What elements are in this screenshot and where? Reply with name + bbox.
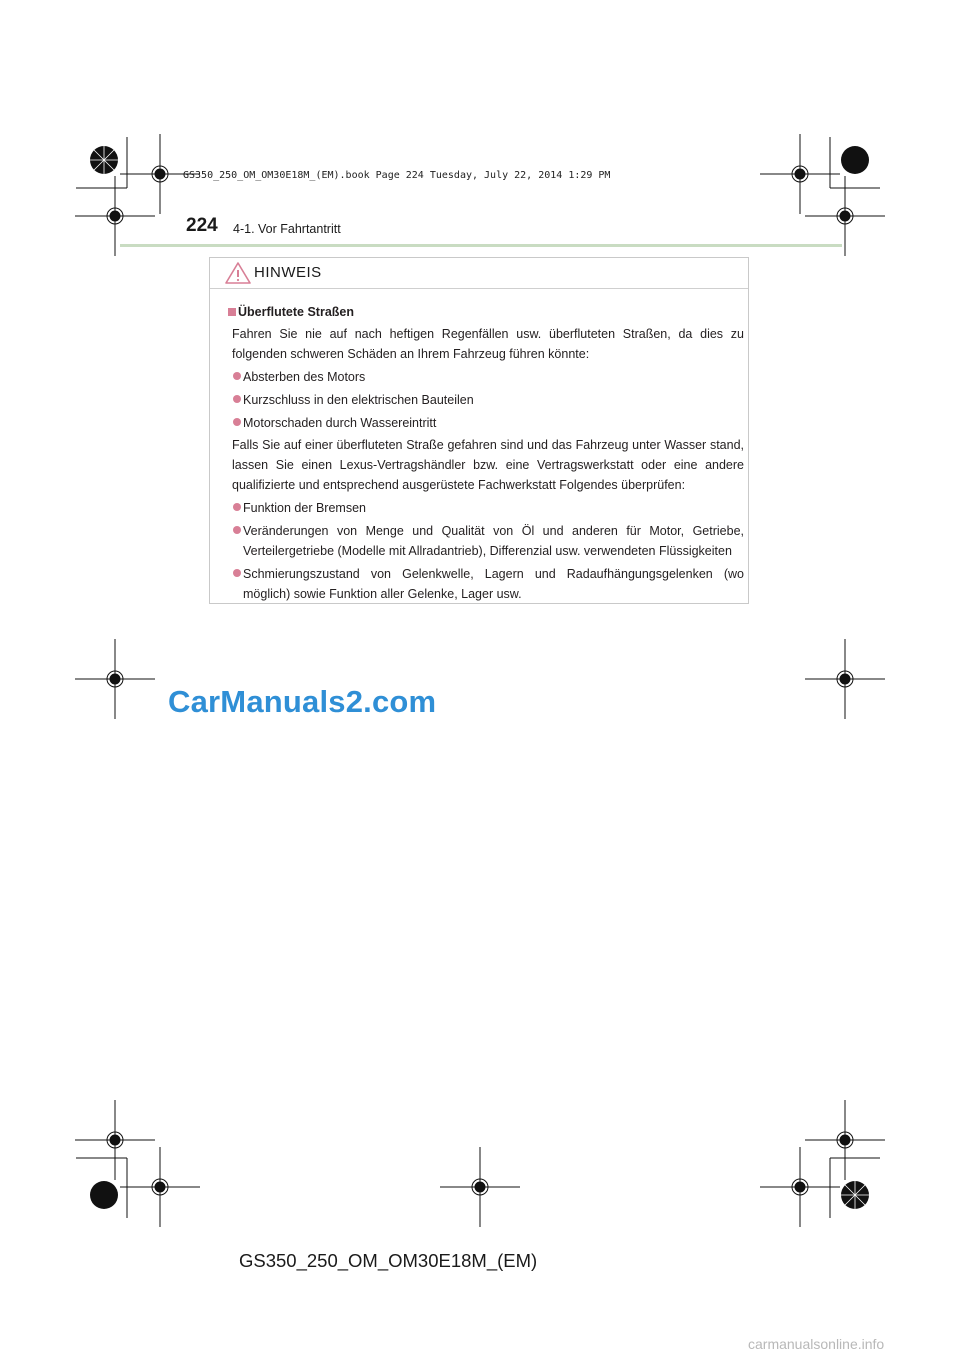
bullet-dot-icon: [233, 569, 241, 577]
book-header-stamp: GS350_250_OM_OM30E18M_(EM).book Page 224 Tuesday, July 22, 2014 1:29 PM: [183, 170, 611, 181]
list-item-text: Absterben des Motors: [243, 370, 366, 384]
square-bullet-icon: [228, 308, 236, 316]
registration-mark: [760, 1147, 840, 1227]
notice-header: [210, 258, 748, 289]
list-item-text: Veränderungen von Menge und Qualität von Öl und anderen für Motor, Getriebe, Verteilergetriebe (Modelle mit Allradantrieb), Differenzial usw. verwendeten Flüssigkeiten: [243, 524, 744, 558]
registration-mark: [75, 639, 155, 719]
registration-mark: [440, 1147, 520, 1227]
bullet-dot-icon: [233, 372, 241, 380]
registration-mark: [760, 134, 840, 214]
list-item: [228, 564, 744, 604]
header-rule: [120, 244, 842, 247]
list-item-text: Motorschaden durch Wassereintritt: [243, 416, 437, 430]
bullet-dot-icon: [233, 526, 241, 534]
page-number: 224: [186, 215, 218, 236]
corner-starburst-mark: [90, 146, 118, 174]
notice-title: HINWEIS: [254, 264, 322, 281]
notice-intro: Fahren Sie nie auf nach heftigen Regenfällen usw. überfluteten Straßen, da dies zu folgenden schweren Schäden an Ihrem Fahrzeug führen könnte:: [232, 327, 744, 361]
notice-subheading: [228, 302, 744, 322]
list-item: [228, 498, 744, 518]
footer-model-code: GS350_250_OM_OM30E18M_(EM): [239, 1250, 538, 1271]
bullet-dot-icon: [233, 503, 241, 511]
bullet-dot-icon: [233, 395, 241, 403]
notice-content: [228, 302, 744, 604]
registration-mark: [120, 1147, 200, 1227]
notice-box: [209, 257, 749, 604]
list-item: [228, 390, 744, 410]
list-item: [228, 521, 744, 561]
subheading-text: Überflutete Straßen: [238, 305, 354, 319]
warning-triangle-icon: [225, 262, 251, 284]
carmanuals-watermark: CarManuals2.com: [168, 684, 437, 719]
list-item: [228, 413, 744, 433]
site-watermark: carmanualsonline.info: [748, 1336, 885, 1352]
notice-check-intro: Falls Sie auf einer überfluteten Straße gefahren sind und das Fahrzeug unter Wasser stand, lassen Sie einen Lexus-Vertragshändler bzw. eine Vertragswerkstatt oder eine andere qualifizierte und entsprechend ausgerüstete Fachwerkstatt Folgendes überprüfen:: [232, 438, 744, 492]
corner-starburst-mark: [841, 1181, 869, 1209]
list-item-text: Kurzschluss in den elektrischen Bauteilen: [243, 393, 474, 407]
section-title: 4-1. Vor Fahrtantritt: [233, 222, 341, 236]
registration-mark: [805, 639, 885, 719]
corner-dot-mark: [841, 146, 869, 174]
corner-dot-mark: [90, 1181, 118, 1209]
list-item: [228, 367, 744, 387]
registration-mark: [805, 1100, 885, 1180]
list-item-text: Schmierungszustand von Gelenkwelle, Lagern und Radaufhängungsgelenken (wo möglich) sowie Funktion aller Gelenke, Lager usw.: [243, 567, 744, 601]
registration-mark: [75, 1100, 155, 1180]
bullet-dot-icon: [233, 418, 241, 426]
list-item-text: Funktion der Bremsen: [243, 501, 366, 515]
